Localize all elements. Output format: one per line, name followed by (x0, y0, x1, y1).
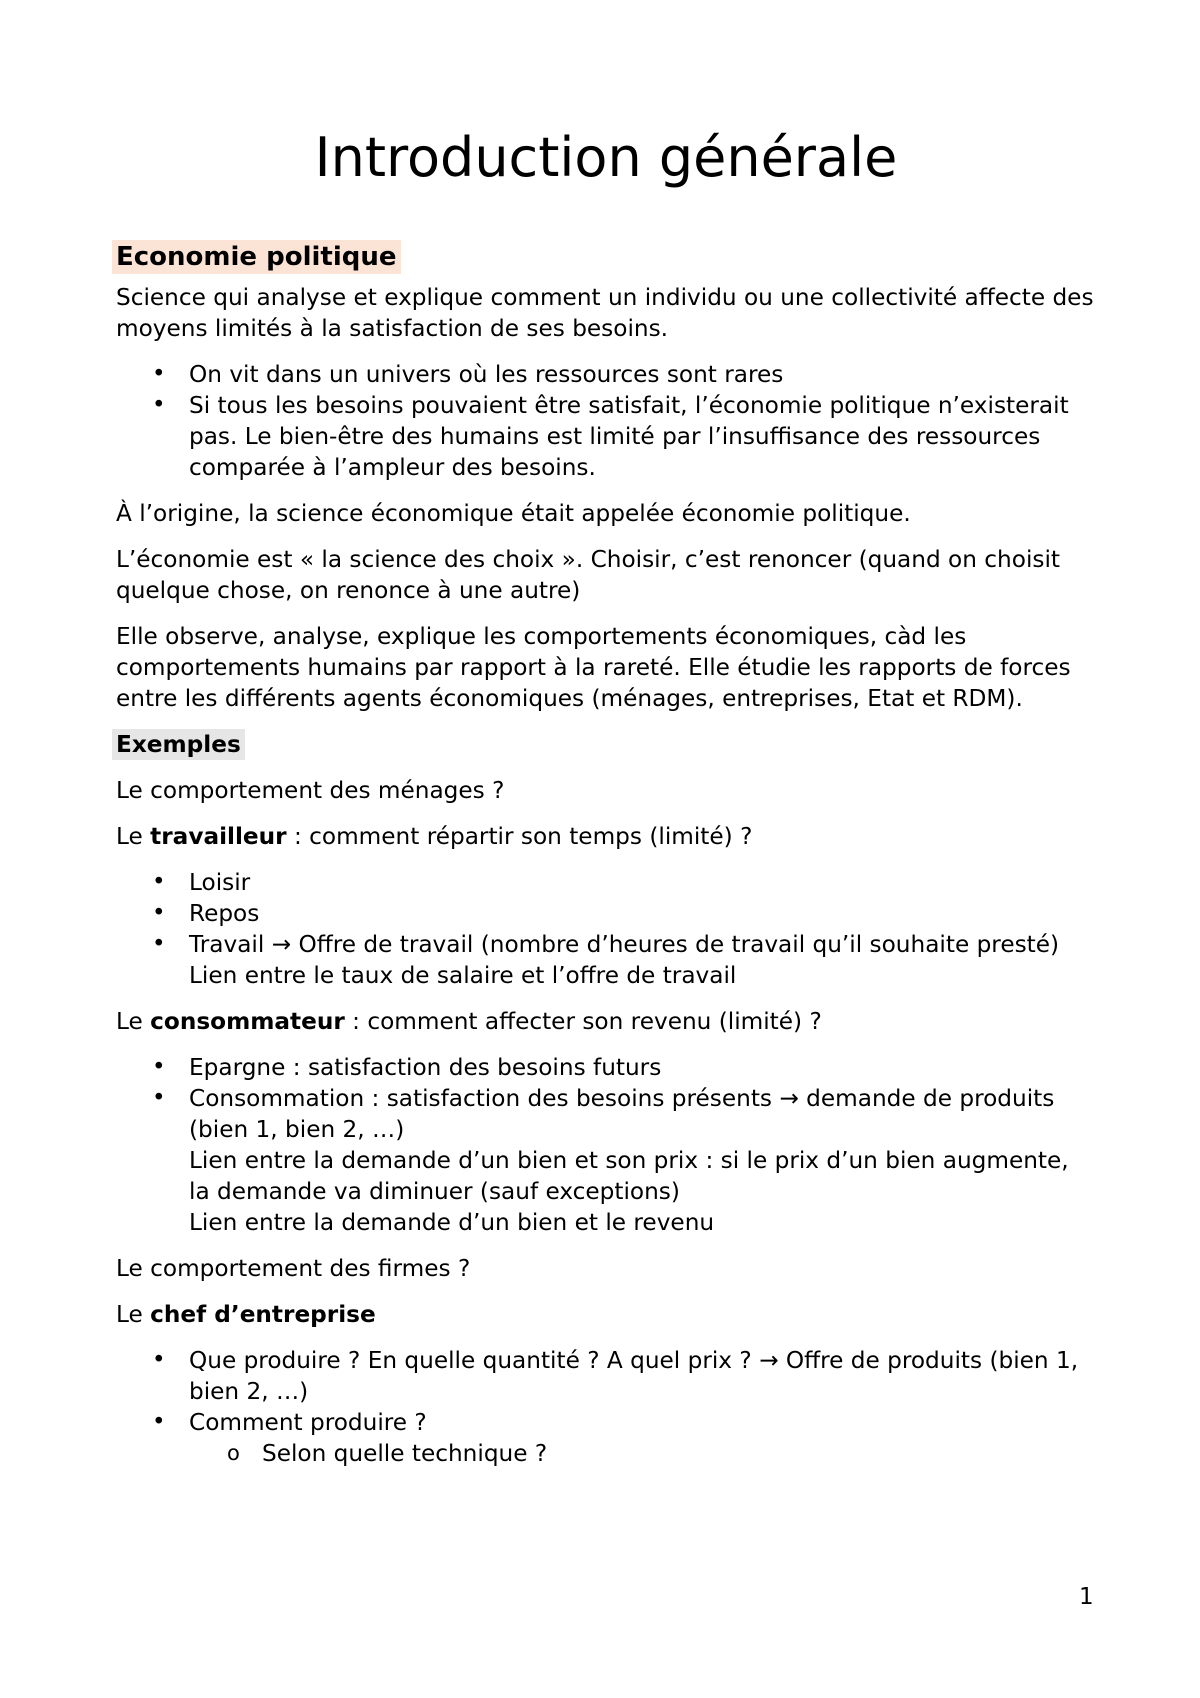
demand-price-line: Lien entre la demande d’un bien et son prix : si le prix d’un bien augmente, la demande va diminuer (sauf exceptions) (189, 1147, 1069, 1205)
definition-paragraph: Science qui analyse et explique comment un individu ou une collectivité affecte des moyens limités à la satisfaction de ses besoins. (116, 284, 1094, 342)
manager-bullet-list (116, 1345, 1096, 1469)
list-item: • Repos (116, 898, 1096, 929)
consumer-question: : comment affecter son revenu (limité) ? (344, 1008, 822, 1035)
consumer-paragraph (116, 1006, 1096, 1037)
sub-list-item: o Selon quelle technique ? (116, 1438, 1096, 1469)
observation-paragraph: Elle observe, analyse, explique les comportements économiques, càd les comportements humains par rapport à la rareté. Elle étudie les rapports de forces entre les différents agents économiques (ménages, entreprises, Etat et RDM). (116, 623, 1071, 712)
page-number: 1 (1079, 1584, 1094, 1610)
demand-income-line: Lien entre la demande d’un bien et le revenu (189, 1209, 715, 1236)
worker-question: : comment répartir son temps (limité) ? (286, 823, 753, 850)
consumer-term: consommateur (150, 1008, 345, 1035)
worker-term: travailleur (150, 823, 287, 850)
list-item: • Loisir (116, 867, 1096, 898)
section-heading-economie-politique: Economie politique (112, 240, 401, 274)
list-item: • Que produire ? En quelle quantité ? A quel prix ? → Offre de produits (bien 1, bien 2, …) (116, 1345, 1096, 1407)
list-item: • On vit dans un univers où les ressources sont rares (116, 359, 1096, 390)
list-item: • Comment produire ? (116, 1407, 1096, 1438)
list-item: • Si tous les besoins pouvaient être satisfait, l’économie politique n’existerait pas. Le bien-être des humains est limité par l’insuffisance des ressources comparée à l’ampleur des besoins. (116, 390, 1096, 483)
travail-offer-line: • Travail → Offre de travail (nombre d’heures de travail qu’il souhaite presté) (189, 931, 1060, 958)
worker-bullet-list (116, 867, 1096, 991)
consumption-line: • Consommation : satisfaction des besoins présents → demande de produits (bien 1, bien 2, …) (189, 1085, 1055, 1143)
travail-wage-line: Lien entre le taux de salaire et l’offre de travail (189, 962, 737, 989)
list-item-consommation (116, 1083, 1096, 1238)
firms-question: Le comportement des firmes ? (116, 1255, 471, 1282)
document-body (116, 240, 1096, 1484)
origin-paragraph: À l’origine, la science économique était appelée économie politique. (116, 500, 911, 527)
worker-prefix: Le (116, 823, 151, 850)
choices-paragraph: L’économie est « la science des choix ». Choisir, c’est renoncer (quand on choisit quelque chose, on renonce à une autre) (116, 546, 1060, 604)
manager-prefix: Le (116, 1301, 151, 1328)
section-heading-exemples: Exemples (112, 729, 245, 760)
manager-term: chef d’entreprise (150, 1301, 376, 1328)
page-title: Introduction générale (314, 126, 898, 189)
households-question: Le comportement des ménages ? (116, 777, 505, 804)
rarity-bullet-list (116, 359, 1096, 483)
manager-paragraph (116, 1299, 1096, 1330)
consumer-bullet-list (116, 1052, 1096, 1238)
consumer-prefix: Le (116, 1008, 151, 1035)
list-item-travail (116, 929, 1096, 991)
worker-paragraph (116, 821, 1096, 852)
list-item: • Epargne : satisfaction des besoins futurs (116, 1052, 1096, 1083)
